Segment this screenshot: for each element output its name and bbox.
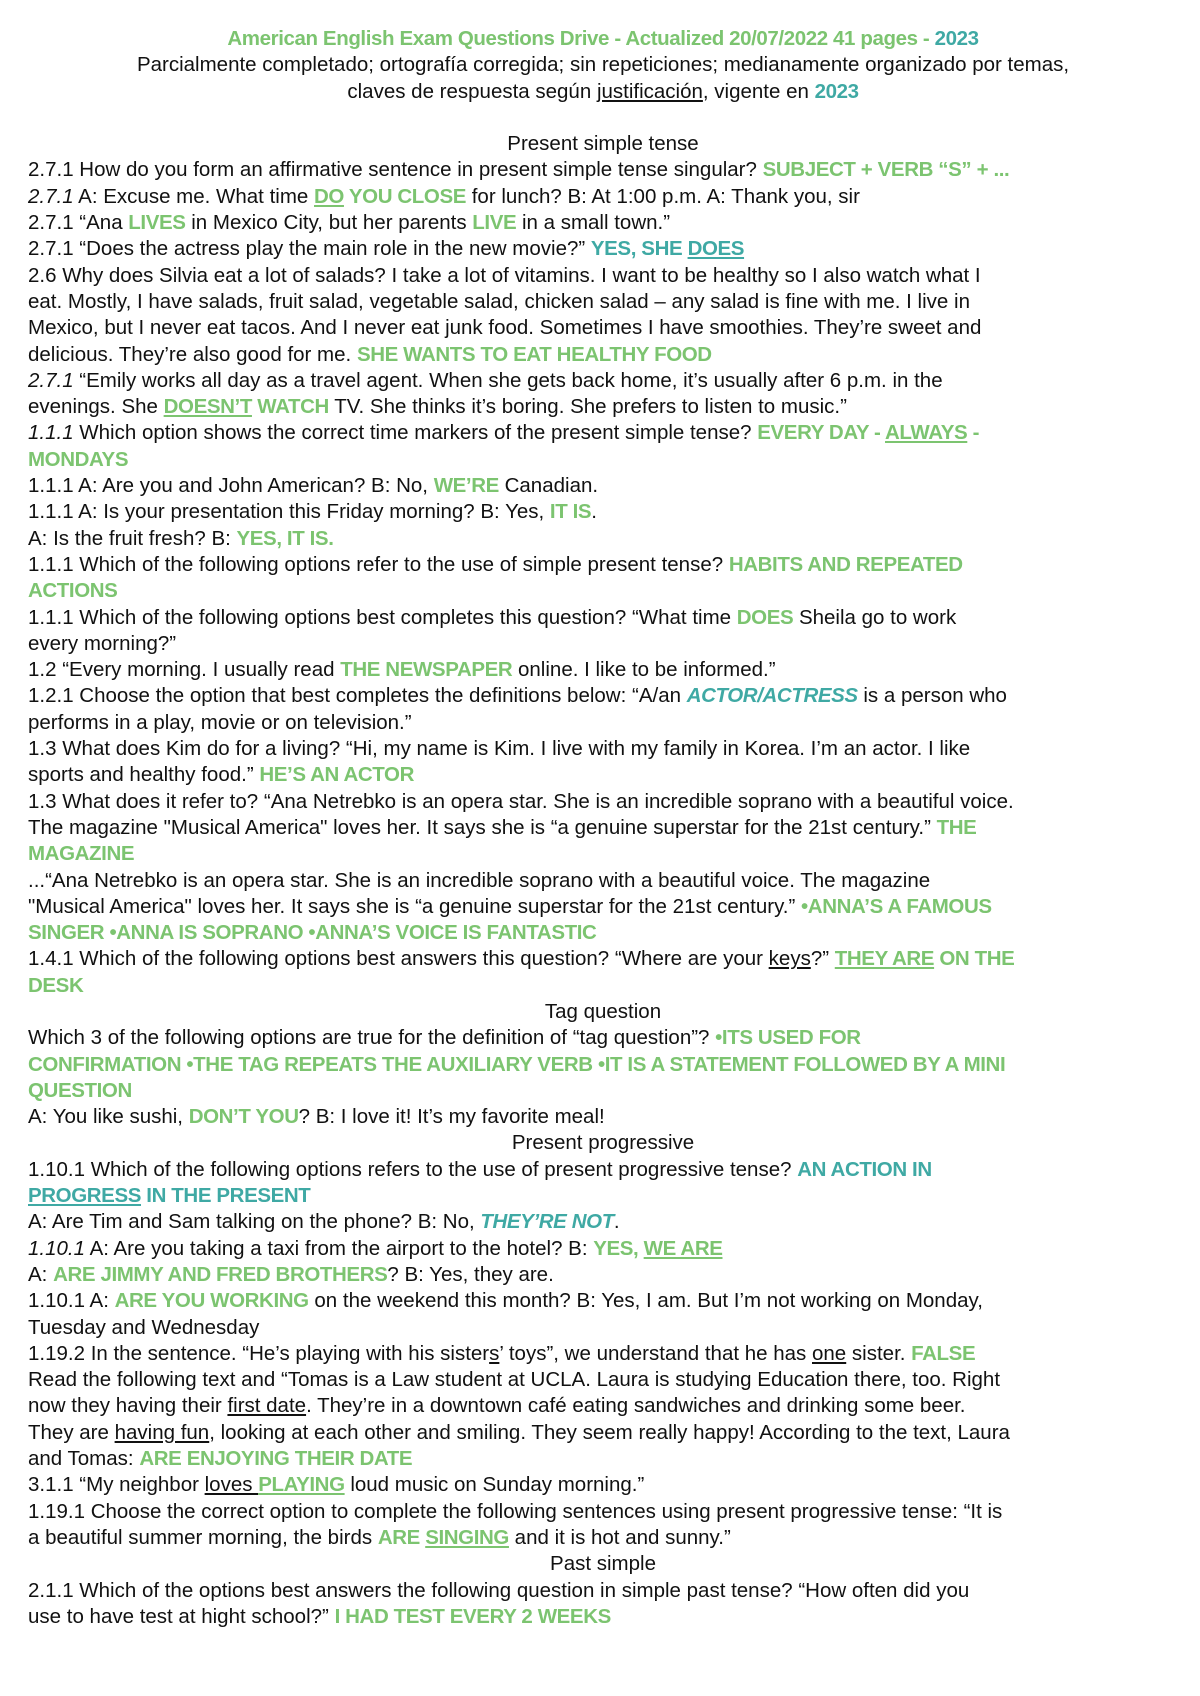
answer-text: DON’T YOU	[188, 1105, 299, 1129]
question-text: "Musical America" loves her. It says she is “a genuine superstar for the 21st century.”	[28, 894, 802, 918]
answer-text: WE’RE	[433, 474, 499, 498]
question-text: 2.6 Why does Silvia eat a lot of salads? I take a lot of vitamins. I want to be healthy so I also watch what I	[28, 263, 981, 287]
question-text: 2.7.1	[28, 184, 74, 208]
question-text: A: Are you taking a taxi from the airport to the hotel? B:	[85, 1236, 594, 1260]
section-heading-line	[28, 1130, 1178, 1156]
document-line	[28, 236, 1178, 262]
answer-text: American English Exam Questions Drive - Actualized 20/07/2022 41 pages -	[227, 27, 935, 50]
question-text: claves de respuesta según	[347, 79, 597, 103]
document-line	[28, 1341, 1178, 1367]
answer-text: DOESN’T	[163, 395, 252, 419]
document-line	[28, 578, 1178, 604]
question-text: and it is hot and sunny.”	[508, 1525, 731, 1549]
answer-text: ACTOR/ACTRESS	[686, 684, 858, 708]
question-text: and Tomas:	[28, 1447, 140, 1471]
question-text: ? B: Yes, they are.	[387, 1262, 554, 1286]
answer-text: THE NEWSPAPER	[340, 658, 513, 682]
question-text: on the weekend this month? B: Yes, I am. But I’m not working on Monday,	[308, 1289, 983, 1313]
document-line	[28, 1209, 1178, 1235]
answer-text: 2023	[934, 27, 979, 50]
answer-text: ACTIONS	[28, 579, 118, 603]
document-line	[28, 1288, 1178, 1314]
answer-text: ARE	[377, 1525, 426, 1549]
document-line	[28, 184, 1178, 210]
document-line	[28, 736, 1178, 762]
answer-text: •ITS USED FOR	[715, 1026, 861, 1050]
answer-text: DOES	[736, 605, 794, 629]
answer-text: PLAYING	[258, 1473, 345, 1497]
question-text: Present simple tense	[507, 132, 699, 156]
question-text: 2.7.1 “Does the actress play the main role in the new movie?”	[28, 237, 591, 261]
answer-text: MONDAYS	[28, 447, 129, 471]
question-text: “Emily works all day as a travel agent. When she gets back home, it’s usually after 6 p.m. in the	[73, 368, 943, 392]
document-line	[28, 289, 1178, 315]
document-line	[28, 1525, 1178, 1551]
question-text: Tag question	[544, 999, 662, 1023]
question-text: first date	[227, 1394, 307, 1418]
question-text: 1.3 What does it refer to? “Ana Netrebko is an opera star. She is an incredible soprano with a beautiful voice.	[28, 789, 1014, 813]
document-line	[28, 552, 1178, 578]
document-line	[28, 1078, 1178, 1104]
question-text: in Mexico City, but her parents	[185, 211, 473, 235]
answer-text: ARE ENJOYING THEIR DATE	[139, 1447, 413, 1471]
question-text: having fun	[114, 1420, 210, 1444]
question-text: ?”	[810, 947, 835, 971]
question-text: ...“Ana Netrebko is an opera star. She is an incredible soprano with a beautiful voice. The magazine	[28, 868, 931, 892]
document-line	[28, 841, 1178, 867]
question-text: Which 3 of the following options are true for the definition of “tag question”?	[28, 1026, 716, 1050]
section-heading-line	[28, 131, 1178, 157]
answer-text: HE’S AN ACTOR	[259, 763, 414, 787]
document-line	[28, 868, 1178, 894]
question-text: 2.1.1 Which of the options best answers the following question in simple past tense? “How often did you	[28, 1578, 970, 1602]
question-text: A: You like sushi,	[28, 1105, 189, 1129]
question-text: . They’re in a downtown café eating sandwiches and drinking some beer.	[306, 1394, 966, 1418]
section-heading-line	[28, 79, 1178, 105]
question-text: The magazine "Musical America" loves her. It says she is “a genuine superstar for the 21st century.”	[28, 815, 937, 839]
question-text: A: Is the fruit fresh? B:	[28, 526, 237, 550]
answer-text: DESK	[28, 973, 84, 997]
document-line	[28, 1604, 1178, 1630]
question-text: They are	[28, 1420, 115, 1444]
answer-text: AN ACTION IN	[797, 1157, 932, 1181]
question-text: evenings. She	[28, 395, 164, 419]
question-text: 1.1.1 Which of the following options best completes this question? “What time	[28, 605, 737, 629]
question-text: for lunch? B: At 1:00 p.m. A: Thank you, sir	[466, 184, 860, 208]
answer-text: YOU CLOSE	[343, 184, 467, 208]
question-text: 1.19.2 In the sentence. “He’s playing with his sister	[28, 1341, 490, 1365]
document-line	[28, 157, 1178, 183]
question-text: now they having their	[28, 1394, 228, 1418]
section-heading-line	[28, 52, 1178, 78]
answer-text: SINGER •ANNA IS SOPRANO •ANNA’S VOICE IS FANTASTIC	[28, 921, 597, 945]
question-text: A:	[28, 1262, 54, 1286]
question-text: 1.1.1 A: Is your presentation this Friday morning? B: Yes,	[28, 500, 550, 524]
document-line	[28, 1420, 1178, 1446]
answer-text: SUBJECT + VERB “S” + ...	[762, 158, 1010, 182]
question-text: 1.1.1	[28, 421, 74, 445]
document-line	[28, 420, 1178, 446]
question-text: A: Are Tim and Sam talking on the phone? B: No,	[28, 1210, 481, 1234]
question-text: justificación	[596, 79, 703, 103]
question-text: , looking at each other and smiling. They seem really happy! According to the text, Laura	[209, 1420, 1010, 1444]
question-text: 2.7.1 “Ana	[28, 211, 129, 235]
question-text: Mexico, but I never eat tacos. And I never eat junk food. Sometimes I have smoothies. They’re sweet and	[28, 316, 982, 340]
answer-text: DOES	[687, 237, 745, 261]
question-text: 1.1.1 A: Are you and John American? B: No,	[28, 474, 434, 498]
question-text: 1.10.1 Which of the following options refers to the use of present progressive tense?	[28, 1157, 798, 1181]
question-text: Which option shows the correct time markers of the present simple tense?	[73, 421, 758, 445]
document-line	[28, 1446, 1178, 1472]
question-text: 3.1.1 “My neighbor	[28, 1473, 205, 1497]
answer-text: WATCH	[251, 395, 329, 419]
question-text: 1.1.1 Which of the following options refer to the use of simple present tense?	[28, 552, 729, 576]
question-text: is a person who	[857, 684, 1007, 708]
section-heading-line	[28, 26, 1178, 52]
document-line	[28, 1393, 1178, 1419]
question-text: 2.7.1 How do you form an affirmative sentence in present simple tense singular?	[28, 158, 763, 182]
answer-text: I HAD TEST EVERY 2 WEEKS	[334, 1604, 611, 1628]
question-text: ? B: I love it! It’s my favorite meal!	[298, 1105, 605, 1129]
document-line	[28, 1262, 1178, 1288]
question-text: use to have test at hight school?”	[28, 1604, 335, 1628]
document-line	[28, 657, 1178, 683]
question-text: Canadian.	[498, 474, 599, 498]
question-text: 1.19.1 Choose the correct option to complete the following sentences using present progressive tense: “It is	[28, 1499, 1003, 1523]
answer-text: ON THE	[934, 947, 1015, 971]
question-text: Past simple	[550, 1552, 656, 1576]
answer-text: PROGRESS	[28, 1184, 141, 1208]
question-text: Parcialmente completado; ortografía corregida; sin repeticiones; medianamente organizado por temas,	[136, 53, 1070, 77]
question-text: eat. Mostly, I have salads, fruit salad, vegetable salad, chicken salad – any salad is fine with me. I live in	[28, 289, 970, 313]
question-text: 1.2.1 Choose the option that best completes the definitions below: “A/an	[28, 684, 687, 708]
document-line	[28, 1578, 1178, 1604]
question-text: .	[591, 500, 597, 524]
question-text: 1.3 What does Kim do for a living? “Hi, my name is Kim. I live with my family in Korea. I’m an actor. I like	[28, 737, 971, 761]
document-line	[28, 473, 1178, 499]
answer-text: THEY ARE	[834, 947, 935, 971]
answer-text: MAGAZINE	[28, 842, 135, 866]
question-text: ’ toys”, we understand that he has	[499, 1341, 812, 1365]
document-line	[28, 762, 1178, 788]
answer-text: HABITS AND REPEATED	[728, 552, 963, 576]
document-line	[28, 499, 1178, 525]
question-text: .	[613, 1210, 620, 1234]
document-line	[28, 1157, 1178, 1183]
document-line	[28, 683, 1178, 709]
question-text: 1.2 “Every morning. I usually read	[28, 658, 341, 682]
question-text: a beautiful summer morning, the birds	[28, 1525, 378, 1549]
question-text: keys	[768, 947, 811, 971]
answer-text: IN THE PRESENT	[141, 1184, 311, 1208]
answer-text: SINGING	[425, 1525, 509, 1549]
document-line	[28, 605, 1178, 631]
answer-text: ALWAYS	[885, 421, 968, 445]
answer-text: YES, SHE	[590, 237, 688, 261]
document-line	[28, 1052, 1178, 1078]
section-heading-line	[28, 999, 1178, 1025]
question-text	[28, 106, 34, 129]
document-line	[28, 1315, 1178, 1341]
question-text: performs in a play, movie or on television.”	[28, 710, 412, 734]
question-text: 2.7.1	[28, 368, 74, 392]
document-line	[28, 1367, 1178, 1393]
answer-text: ARE YOU WORKING	[114, 1289, 309, 1313]
answer-text: •ANNA’S A FAMOUS	[801, 894, 992, 918]
document-line	[28, 815, 1178, 841]
answer-text: FALSE	[911, 1341, 976, 1365]
document-line	[28, 973, 1178, 999]
document-line	[28, 394, 1178, 420]
answer-text: EVERY DAY -	[757, 421, 885, 445]
question-text: s	[489, 1341, 500, 1365]
document-line	[28, 710, 1178, 736]
question-text: 1.10.1 A:	[28, 1289, 115, 1313]
document-line	[28, 920, 1178, 946]
question-text: 1.10.1	[28, 1236, 85, 1260]
question-text: Present progressive	[511, 1131, 695, 1155]
document-line	[28, 1025, 1178, 1051]
document-line	[28, 210, 1178, 236]
answer-text: CONFIRMATION •THE TAG REPEATS THE AUXILIARY VERB •IT IS A STATEMENT FOLLOWED BY A MINI	[28, 1052, 1006, 1076]
question-text: online. I like to be informed.”	[512, 658, 776, 682]
document-line	[28, 1472, 1178, 1498]
document-line	[28, 789, 1178, 815]
answer-text: QUESTION	[28, 1078, 132, 1102]
document-line	[28, 315, 1178, 341]
question-text: one	[812, 1341, 847, 1365]
question-text: A: Excuse me. What time	[73, 184, 314, 208]
answer-text: YES,	[593, 1236, 644, 1260]
question-text: 1.4.1 Which of the following options best answers this question? “Where are your	[28, 947, 769, 971]
document-line	[28, 894, 1178, 920]
document-line	[28, 1499, 1178, 1525]
question-text: loves	[204, 1473, 259, 1497]
answer-text: DO	[314, 184, 344, 208]
answer-text: -	[967, 421, 980, 445]
document-line	[28, 1236, 1178, 1262]
document-line	[28, 342, 1178, 368]
answer-text: THEY’RE NOT	[480, 1210, 614, 1234]
answer-text: SHE WANTS TO EAT HEALTHY FOOD	[356, 342, 712, 366]
answer-text: YES, IT IS.	[236, 526, 334, 550]
document-line	[28, 105, 1178, 131]
question-text: sports and healthy food.”	[28, 763, 260, 787]
document-page	[28, 26, 1178, 1630]
question-text: loud music on Sunday morning.”	[344, 1473, 645, 1497]
answer-text: THE	[936, 815, 977, 839]
question-text: TV. She thinks it’s boring. She prefers to listen to music.”	[328, 395, 847, 419]
answer-text: WE ARE	[643, 1236, 723, 1260]
question-text: in a small town.”	[516, 211, 671, 235]
question-text: Tuesday and Wednesday	[28, 1315, 260, 1339]
question-text: every morning?”	[28, 631, 177, 655]
question-text: Sheila go to work	[793, 605, 957, 629]
document-line	[28, 1183, 1178, 1209]
answer-text: IT IS	[549, 500, 592, 524]
document-line	[28, 946, 1178, 972]
document-line	[28, 447, 1178, 473]
section-heading-line	[28, 1551, 1178, 1577]
document-line	[28, 1104, 1178, 1130]
answer-text: ARE JIMMY AND FRED BROTHERS	[53, 1262, 388, 1286]
document-line	[28, 263, 1178, 289]
document-line	[28, 631, 1178, 657]
document-line	[28, 526, 1178, 552]
answer-text: 2023	[814, 79, 859, 103]
answer-text: LIVE	[472, 211, 517, 235]
question-text: sister.	[846, 1341, 912, 1365]
question-text: delicious. They’re also good for me.	[28, 342, 357, 366]
question-text: Read the following text and “Tomas is a Law student at UCLA. Laura is studying Education there, too. Right	[28, 1368, 1001, 1392]
answer-text: LIVES	[128, 211, 186, 235]
question-text: , vigente en	[702, 79, 815, 103]
document-line	[28, 368, 1178, 394]
